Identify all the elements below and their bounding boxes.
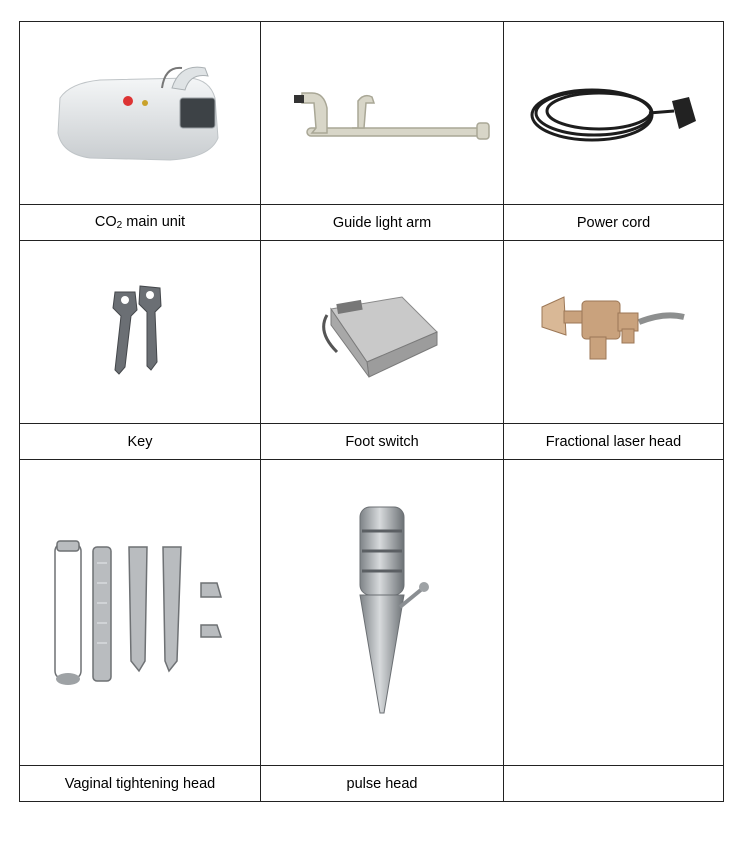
power-cord-cell [504, 22, 724, 205]
foot-switch-cell [261, 241, 504, 424]
pulse-head-icon [322, 503, 442, 723]
guide-light-arm-icon [272, 73, 492, 153]
co2-main-unit-label: $CO_2$ main unit [20, 205, 261, 241]
empty-cell [504, 460, 724, 766]
key-icon [95, 282, 185, 382]
key-label: Key [20, 424, 261, 460]
foot-switch-icon [317, 277, 447, 387]
pulse-head-label: pulse head [261, 766, 504, 802]
fractional-laser-head-label: Fractional laser head [504, 424, 724, 460]
fractional-laser-head-icon [534, 287, 694, 377]
vaginal-tightening-head-cell [20, 460, 261, 766]
vaginal-tightening-head-icon [45, 533, 235, 693]
co2-main-unit-icon [40, 58, 240, 168]
empty-label [504, 766, 724, 802]
foot-switch-label: Foot switch [261, 424, 504, 460]
guide-light-arm-cell [261, 22, 504, 205]
power-cord-label: Power cord [504, 205, 724, 241]
power-cord-icon [524, 73, 704, 153]
co2-main-unit-cell [20, 22, 261, 205]
accessory-table [19, 21, 724, 802]
fractional-laser-head-cell [504, 241, 724, 424]
vaginal-tightening-head-label: Vaginal tightening head [20, 766, 261, 802]
guide-light-arm-label: Guide light arm [261, 205, 504, 241]
pulse-head-cell [261, 460, 504, 766]
key-cell [20, 241, 261, 424]
